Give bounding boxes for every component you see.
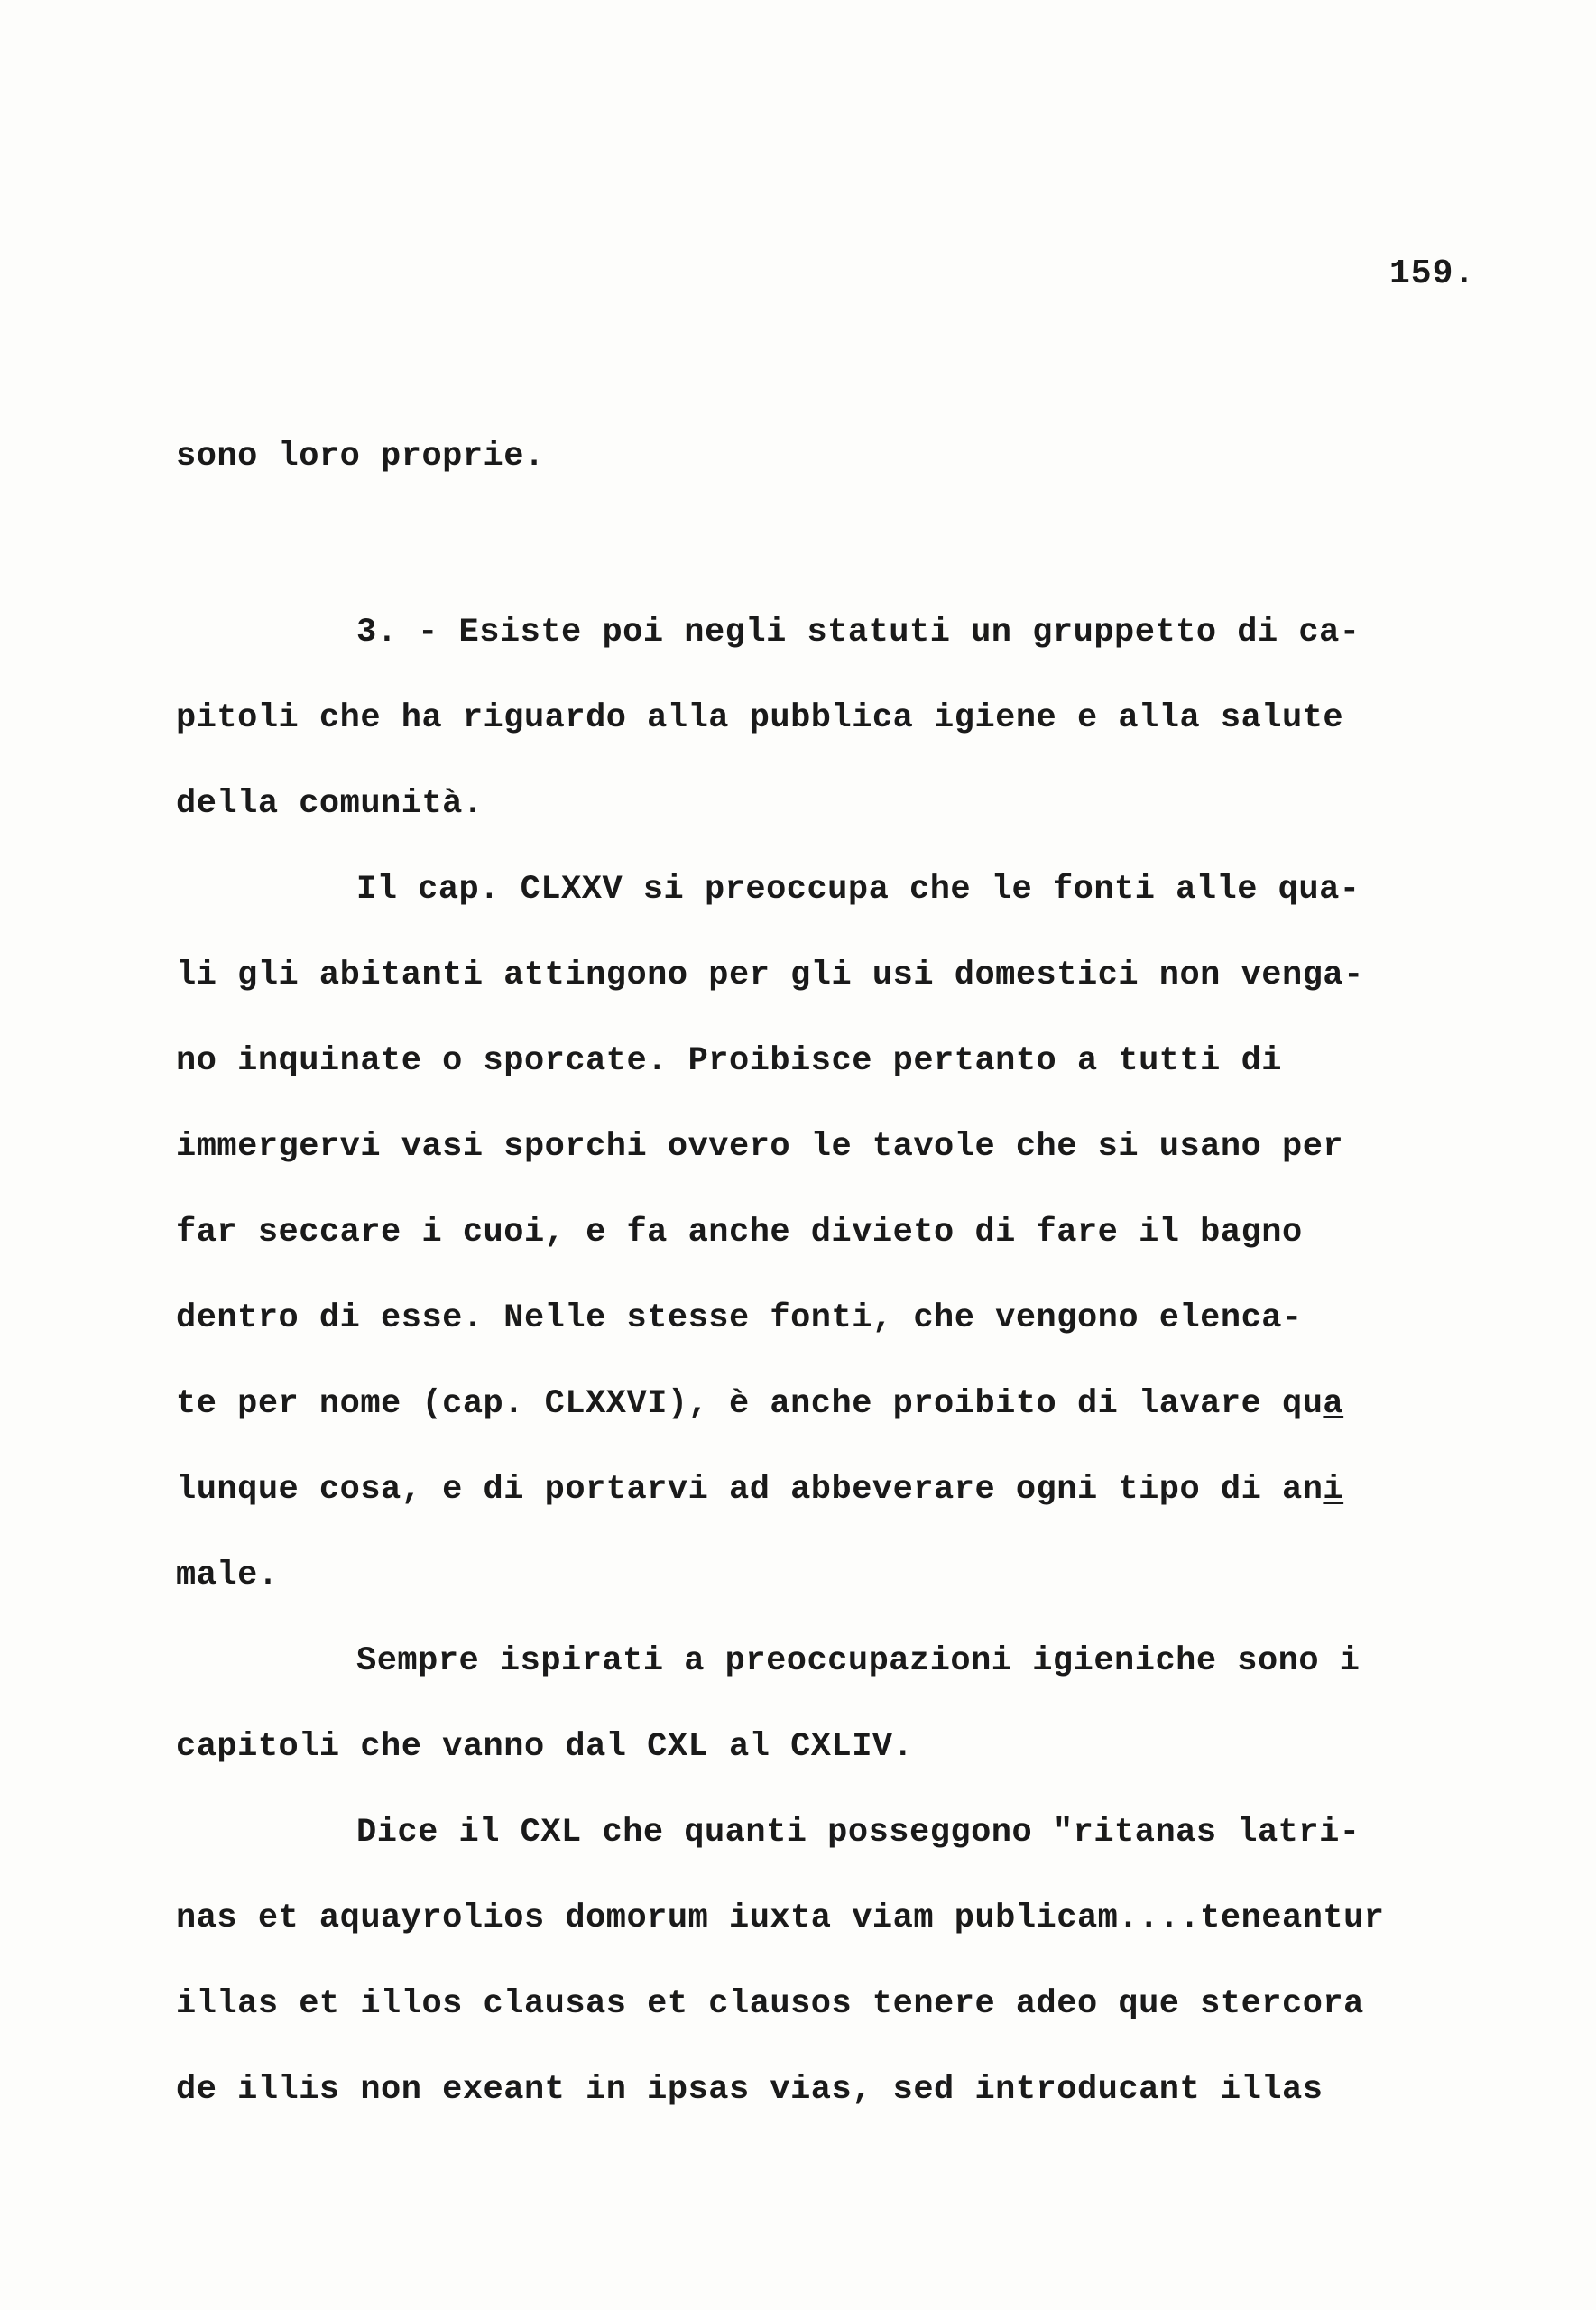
text-line: Il cap. CLXXV si preoccupa che le fonti alle qua- bbox=[356, 871, 1361, 909]
text-line: male. bbox=[176, 1557, 279, 1594]
text-line: capitoli che vanno dal CXL al CXLIV. bbox=[176, 1728, 914, 1766]
text-line: no inquinate o sporcate. Proibisce pertanto a tutti di bbox=[176, 1042, 1282, 1080]
text-line-part: te per nome (cap. CLXXVI), è anche proibito di lavare qu bbox=[176, 1385, 1324, 1423]
text-line: nas et aquayrolios domorum iuxta viam publicam....teneantur bbox=[176, 1899, 1385, 1937]
text-line: far seccare i cuoi, e fa anche divieto di fare il bagno bbox=[176, 1214, 1303, 1252]
text-line: 3. - Esiste poi negli statuti un gruppetto di ca- bbox=[356, 614, 1361, 651]
text-line: immergervi vasi sporchi ovvero le tavole che si usano per bbox=[176, 1128, 1344, 1166]
text-line: illas et illos clausas et clausos tenere adeo que stercora bbox=[176, 1985, 1364, 2023]
underlined-letter: a bbox=[1323, 1385, 1344, 1423]
text-line: pitoli che ha riguardo alla pubblica igiene e alla salute bbox=[176, 699, 1344, 737]
text-line bbox=[176, 1385, 1343, 1423]
text-line: de illis non exeant in ipsas vias, sed introducant illas bbox=[176, 2071, 1324, 2109]
text-line: Sempre ispirati a preoccupazioni igieniche sono i bbox=[356, 1642, 1361, 1680]
underlined-letter: i bbox=[1323, 1471, 1344, 1509]
text-line: dentro di esse. Nelle stesse fonti, che vengono elenca- bbox=[176, 1299, 1303, 1337]
text-line: della comunità. bbox=[176, 785, 484, 823]
text-line: li gli abitanti attingono per gli usi domestici non venga- bbox=[176, 956, 1364, 994]
text-line bbox=[176, 1471, 1343, 1509]
text-line-part: lunque cosa, e di portarvi ad abbeverare ogni tipo di an bbox=[176, 1471, 1324, 1509]
text-line: Dice il CXL che quanti posseggono "ritanas latri- bbox=[356, 1814, 1361, 1852]
page-number: 159. bbox=[1389, 254, 1476, 293]
text-line: sono loro proprie. bbox=[176, 438, 545, 476]
